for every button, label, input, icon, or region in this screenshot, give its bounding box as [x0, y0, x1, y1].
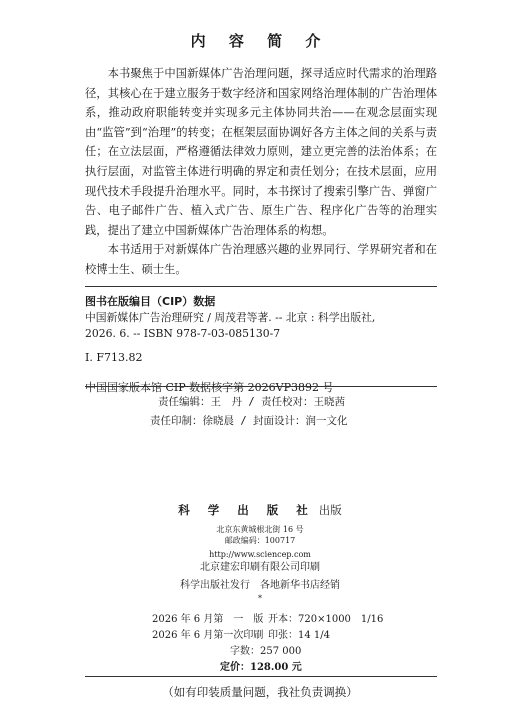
cip-data-block: [85, 294, 437, 396]
quality-notice: （如有印装质量问题，我社负责调换）: [162, 685, 358, 699]
publisher-address: 北京东黄城根北街 16 号: [216, 525, 304, 534]
word-count: 字数：257 000: [230, 646, 302, 657]
format-info: 开本：720×1000 1/16: [268, 614, 384, 625]
cip-line-1: 中国新媒体广告治理研究 / 周茂君等著. -- 北京 : 科学出版社,: [85, 311, 376, 324]
printer-info: 北京建宏印刷有限公司印刷: [200, 562, 320, 573]
distribution-info: 科学出版社发行 各地新华书店经销: [180, 580, 340, 591]
responsible-editor: 责任编辑：王 丹: [158, 396, 242, 408]
divider-middle: [85, 386, 437, 387]
cip-check-number: 中国国家版本馆 CIP 数据核字第 2026VP3892 号: [85, 381, 334, 394]
divider-top: [85, 286, 437, 287]
publisher-name-text: 科 学 出 版 社: [178, 503, 315, 517]
edition-info: 2026 年 6 月第 一 版: [152, 614, 264, 625]
credit-row-1: [158, 394, 345, 410]
book-introduction: [85, 64, 437, 280]
cip-line-2: 2026. 6. -- ISBN 978-7-03-085130-7: [85, 327, 281, 340]
responsible-printing: 责任印制：徐晓晨: [150, 415, 234, 427]
credit-separator: /: [240, 415, 247, 427]
responsible-proofreader: 责任校对：王晓茜: [260, 396, 345, 408]
credit-separator: /: [248, 396, 255, 408]
publisher-name: [0, 502, 520, 518]
divider-bottom: [85, 676, 437, 677]
credit-row-2: [150, 413, 347, 429]
publisher-postcode: 邮政编码：100717: [224, 536, 296, 545]
publisher-website: http://www.sciencep.com: [209, 550, 311, 559]
sheet-info: 印张：14 1/4: [268, 630, 330, 641]
price-info: 定价：128.00 元: [220, 662, 302, 673]
publisher-block: [0, 502, 520, 603]
publisher-suffix: 出版: [318, 503, 342, 517]
cover-design: 封面设计：润一文化: [252, 415, 348, 427]
intro-paragraph-1: 本书聚焦于中国新媒体广告治理问题，探寻适应时代需求的治理路径，其核心在于建立服务于数字经济和国家网络治理体制的广告治理体系，推动政府职能转变并实现多元主体协同共治——在观念层面实现由“监管”到“治理”的转变；在框架层面协调好各方主体之间的关系与责任；在立法层面，严格遵循法律效力原则，建立更完善的法治体系；在执行层面，对监管主体进行明确的界定和责任划分；在技术层面，应用现代技术手段提升治理水平。同时，本书探讨了搜索引擎广告、弹窗广告、电子邮件广告、植入式广告、原生广告、程序化广告等的治理实践，提出了建立中国新媒体广告治理体系的构想。: [85, 67, 437, 237]
intro-paragraph-2: 本书适用于对新媒体广告治理感兴趣的业界同行、学界研究者和在校博士生、硕士生。: [85, 243, 437, 276]
cip-heading: 图书在版编目（CIP）数据: [85, 295, 216, 308]
printing-info: 2026 年 6 月第一次印刷: [152, 630, 264, 641]
bullet-mark: *: [258, 594, 262, 603]
page-title: 内 容 简 介: [190, 32, 330, 50]
cip-classification: Ⅰ. F713.82: [85, 351, 143, 364]
